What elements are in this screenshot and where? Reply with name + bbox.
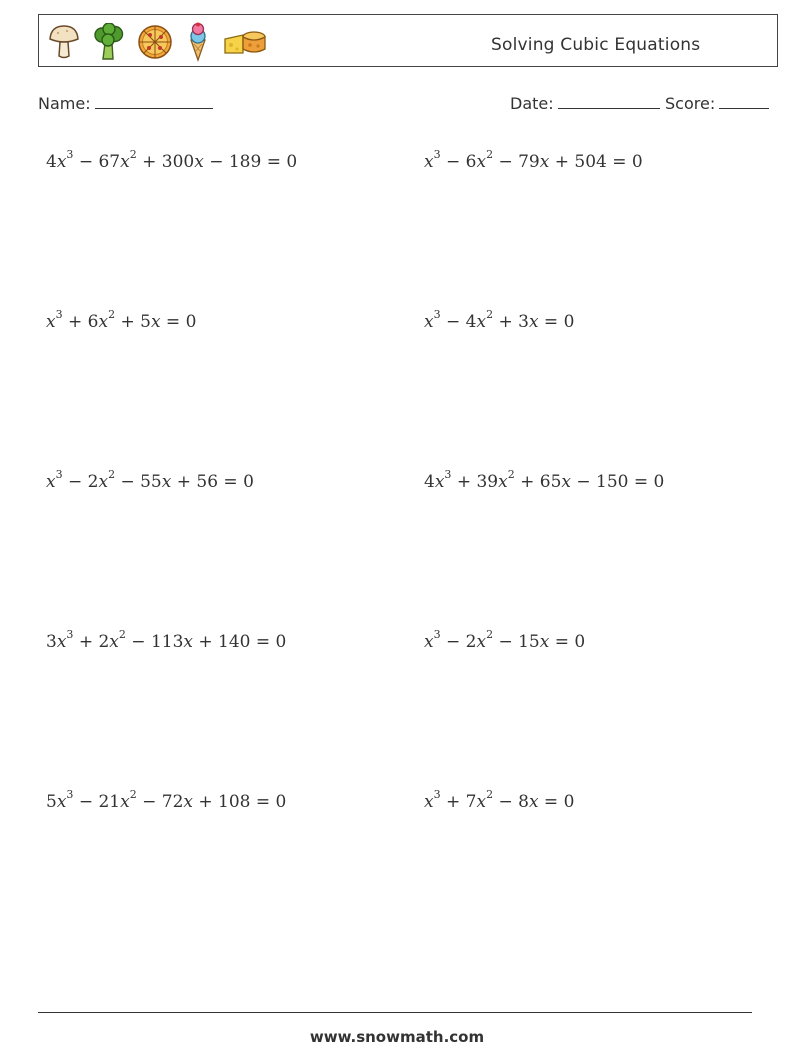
broccoli-icon xyxy=(93,23,125,61)
name-field xyxy=(38,93,213,113)
problem-9: $5x^3 - 21x^2 - 72x + 108 = 0$ xyxy=(46,788,287,812)
mushroom-icon xyxy=(47,23,81,61)
problem-3: $x^3 + 6x^2 + 5x = 0$ xyxy=(46,308,197,332)
problem-6: $4x^3 + 39x^2 + 65x - 150 = 0$ xyxy=(424,468,665,492)
footer-website[interactable]: www.snowmath.com xyxy=(309,1028,485,1046)
problem-2: $x^3 - 6x^2 - 79x + 504 = 0$ xyxy=(424,148,643,172)
name-label: Name: xyxy=(38,94,91,113)
name-blank[interactable] xyxy=(95,93,213,109)
problem-5: $x^3 - 2x^2 - 55x + 56 = 0$ xyxy=(46,468,254,492)
worksheet-header xyxy=(38,14,778,67)
worksheet-title: Solving Cubic Equations xyxy=(491,35,701,55)
problem-4: $x^3 - 4x^2 + 3x = 0$ xyxy=(424,308,575,332)
cheese-icon xyxy=(223,27,267,57)
header-icons xyxy=(47,21,267,63)
problem-8: $x^3 - 2x^2 - 15x = 0$ xyxy=(424,628,586,652)
score-blank[interactable] xyxy=(719,93,769,109)
problem-7: $3x^3 + 2x^2 - 113x + 140 = 0$ xyxy=(46,628,287,652)
date-blank[interactable] xyxy=(558,93,660,109)
footer-divider xyxy=(38,1012,752,1013)
ice-cream-icon xyxy=(185,22,211,62)
pizza-icon xyxy=(137,24,173,60)
score-label: Score: xyxy=(665,94,716,113)
problem-1: $4x^3 - 67x^2 + 300x - 189 = 0$ xyxy=(46,148,298,172)
problem-10: $x^3 + 7x^2 - 8x = 0$ xyxy=(424,788,575,812)
score-field xyxy=(665,93,769,113)
date-field xyxy=(510,93,660,113)
date-label: Date: xyxy=(510,94,554,113)
